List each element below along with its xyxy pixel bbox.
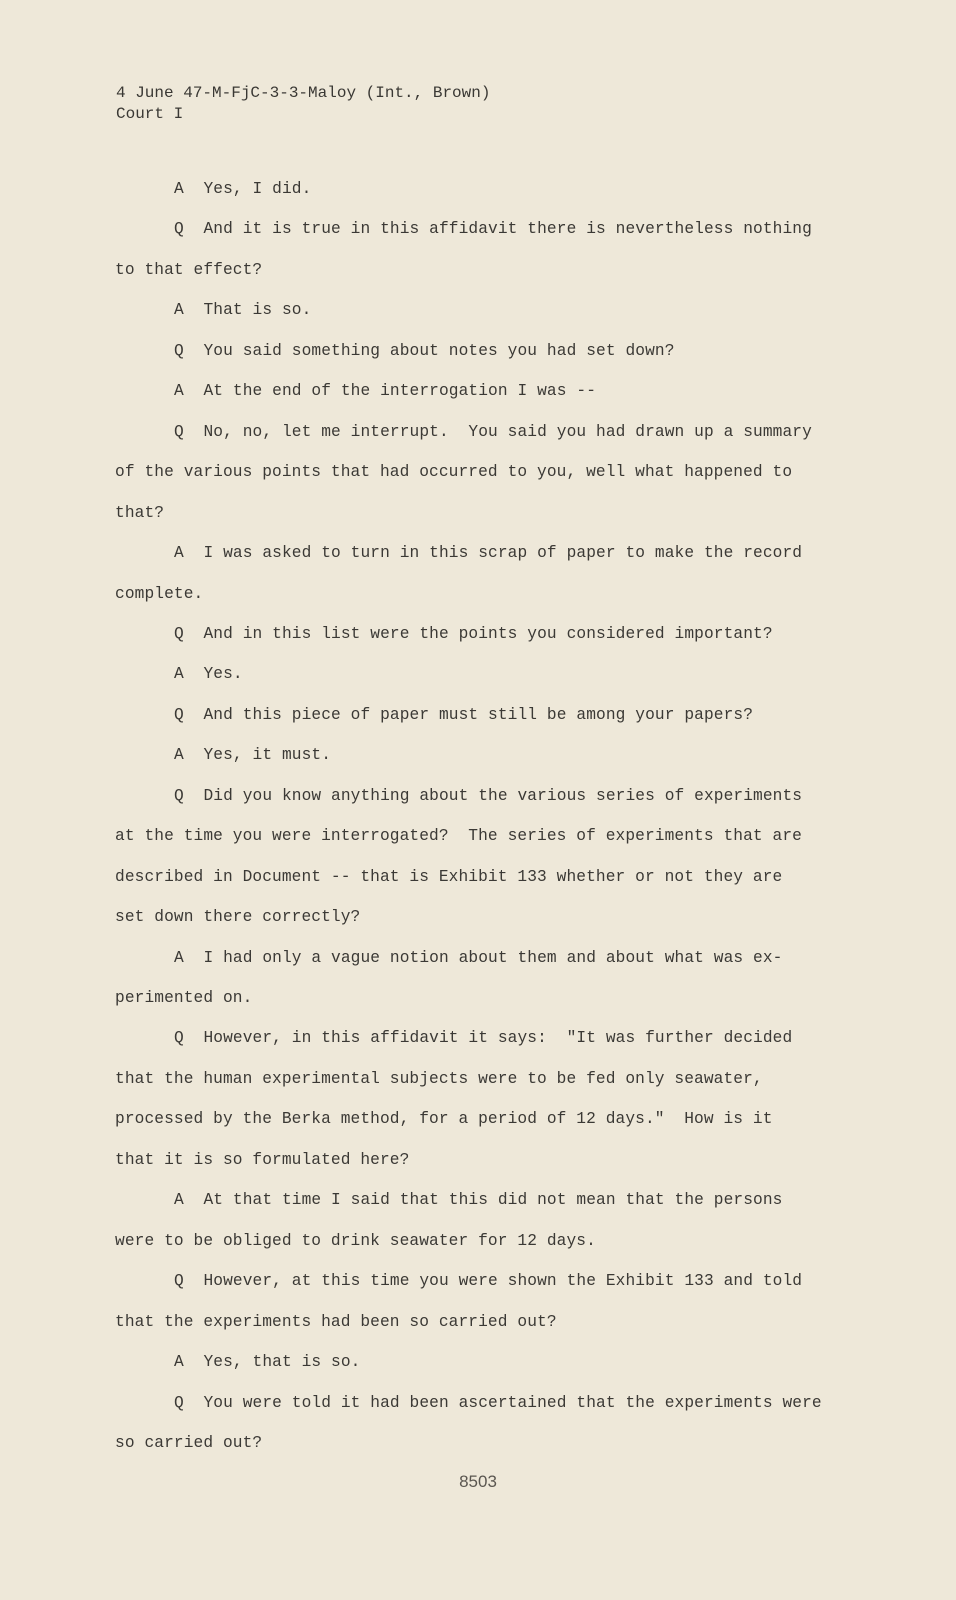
transcript-line: A At that time I said that this did not mean that the persons (174, 1191, 783, 1210)
transcript-line: Q And in this list were the points you considered important? (174, 624, 773, 643)
transcript-line: A At the end of the interrogation I was -- (174, 382, 597, 401)
transcript-line: so carried out? (115, 1433, 263, 1452)
transcript-line: at the time you were interrogated? The series of experiments that are (115, 827, 802, 846)
transcript-line: A Yes, it must. (174, 746, 332, 765)
transcript-line: Q However, in this affidavit it says: "It was further decided (174, 1029, 793, 1048)
transcript-line: complete. (115, 584, 204, 603)
transcript-line: set down there correctly? (115, 908, 361, 927)
transcript-line: perimented on. (115, 989, 253, 1007)
transcript-line: Q However, at this time you were shown the Exhibit 133 and told (174, 1272, 803, 1291)
transcript-line: were to be obliged to drink seawater for 12 days. (115, 1231, 596, 1250)
transcript-line: Q You were told it had been ascertained that the experiments were (174, 1393, 822, 1412)
transcript-line: A Yes, I did. (174, 180, 312, 198)
transcript-line: of the various points that had occurred to you, well what happened to (115, 463, 793, 482)
transcript-line: that it is so formulated here? (115, 1150, 410, 1169)
transcript-line: A I had only a vague notion about them and about what was ex- (174, 948, 783, 967)
page-number: 8503 (459, 1472, 497, 1491)
transcript-line: Q And this piece of paper must still be among your papers? (174, 705, 754, 724)
header-case-line: 4 June 47-M-FjC-3-3-Maloy (Int., Brown) (116, 84, 491, 102)
transcript-line: described in Document -- that is Exhibit 133 whether or not they are (115, 867, 783, 886)
transcript-line: that? (115, 503, 165, 522)
transcript-line: Q You said something about notes you had set down? (174, 341, 675, 360)
transcript-line: A Yes. (174, 665, 243, 684)
transcript-line: A Yes, that is so. (174, 1353, 361, 1372)
transcript-line: Q Did you know anything about the various series of experiments (174, 786, 803, 805)
transcript-line: A That is so. (174, 301, 312, 320)
transcript-line: that the human experimental subjects were to be fed only seawater, (115, 1069, 763, 1088)
transcript-line: Q And it is true in this affidavit there is nevertheless nothing (174, 220, 812, 239)
transcript-line: Q No, no, let me interrupt. You said you had drawn up a summary (174, 422, 812, 441)
transcript-line: processed by the Berka method, for a period of 12 days." How is it (115, 1110, 773, 1129)
transcript-line: to that effect? (115, 260, 263, 279)
transcript-line: that the experiments had been so carried out? (115, 1312, 557, 1331)
header-court-line: Court I (116, 105, 184, 123)
transcript-line: A I was asked to turn in this scrap of paper to make the record (174, 544, 803, 563)
